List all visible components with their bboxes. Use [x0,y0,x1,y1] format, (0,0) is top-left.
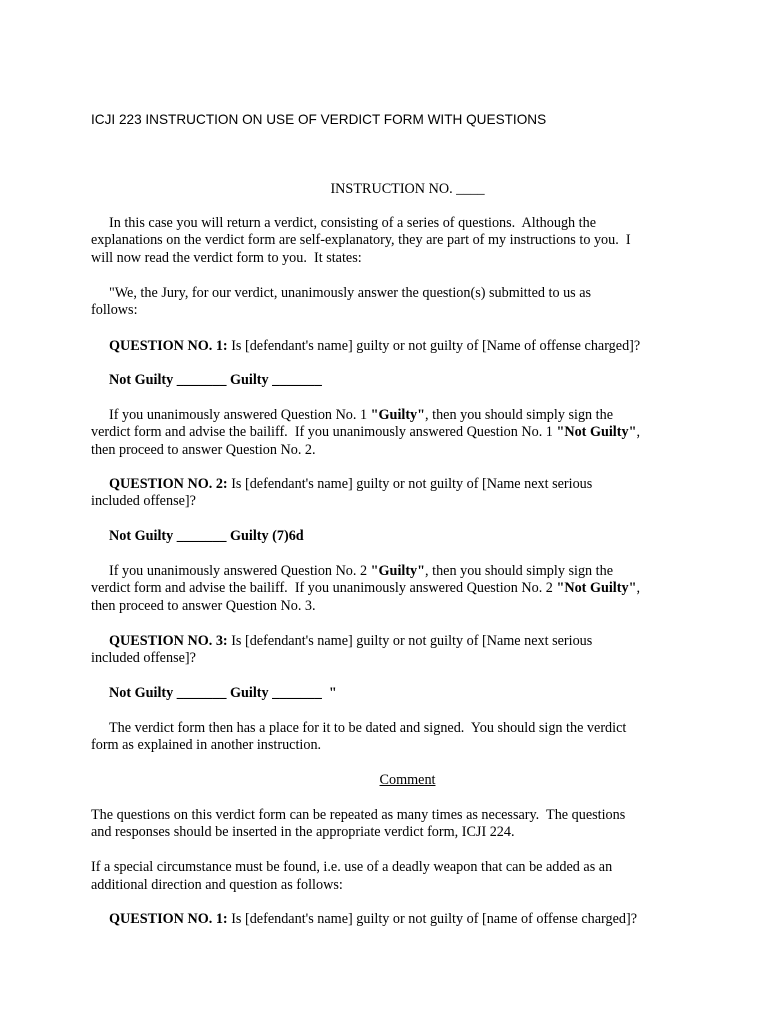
if-2-text-a: If you unanimously answered Question No. 2 [109,563,371,579]
question-extra-text: Is [defendant's name] guilty or not guilty of [name of offense charged]? [227,911,638,927]
closing-line-1: The verdict form then has a place for it to be dated and signed. You should sign the verdict [109,720,627,736]
answer-1-guilty: Guilty _______ [230,372,322,388]
if-2-line-2 [91,580,640,597]
comment-p2-line-2: additional direction and question as follows: [91,877,343,893]
document-heading: ICJI 223 INSTRUCTION ON USE OF VERDICT FORM WITH QUESTIONS [91,112,547,127]
question-2-label: QUESTION NO. 2: [109,476,228,492]
comment-p1-line-1: The questions on this verdict form can be repeated as many times as necessary. The questions [91,807,626,823]
question-3-label: QUESTION NO. 3: [109,633,228,649]
if-1-text-2a: verdict form and advise the bailiff. If you unanimously answered Question No. 1 [91,424,557,440]
answer-1 [109,372,322,389]
question-1-label: QUESTION NO. 1: [109,338,228,354]
question-2 [109,476,592,493]
if-1-text-c: , then you should simply sign the [425,407,614,423]
jury-statement-line-1: "We, the Jury, for our verdict, unanimously answer the question(s) submitted to us as [109,285,592,301]
if-1-guilty: "Guilty" [370,407,426,423]
answer-2-not-guilty: Not Guilty _______ [109,528,227,544]
if-1-line-2 [91,424,640,441]
if-2-text-c: , then you should simply sign the [425,563,614,579]
if-2-text-2c: , [636,580,640,596]
if-2-text-2a: verdict form and advise the bailiff. If you unanimously answered Question No. 2 [91,580,557,596]
if-2-guilty: "Guilty" [370,563,426,579]
if-1-line-1 [109,407,613,424]
instruction-number: INSTRUCTION NO. ____ [330,181,485,197]
answer-3-not-guilty: Not Guilty _______ [109,685,227,701]
intro-line-3: will now read the verdict form to you. It states: [91,250,362,266]
if-1-not-guilty: "Not Guilty" [556,424,637,440]
answer-2-guilty: Guilty (7)6d [230,528,304,544]
question-3-text: Is [defendant's name] guilty or not guilty of [Name next serious [227,633,593,649]
answer-3-guilty: Guilty _______ " [230,685,337,701]
closing-line-2: form as explained in another instruction. [91,737,322,753]
comment-p1-line-2: and responses should be inserted in the appropriate verdict form, ICJI 224. [91,824,515,840]
if-2-line-1 [109,563,613,580]
comment-p2-line-1: If a special circumstance must be found, i.e. use of a deadly weapon that can be added as an [91,859,613,875]
if-2-line-3: then proceed to answer Question No. 3. [91,598,316,614]
answer-2 [109,528,304,545]
intro-line-2: explanations on the verdict form are self-explanatory, they are part of my instructions to you. I [91,232,631,248]
if-1-line-3: then proceed to answer Question No. 2. [91,442,316,458]
question-2-text: Is [defendant's name] guilty or not guilty of [Name next serious [227,476,593,492]
jury-statement-line-2: follows: [91,302,138,318]
comment-heading: Comment [379,772,436,788]
answer-1-not-guilty: Not Guilty _______ [109,372,227,388]
question-3-cont: included offense]? [91,650,196,666]
if-2-not-guilty: "Not Guilty" [556,580,637,596]
intro-line-1: In this case you will return a verdict, consisting of a series of questions. Although the [109,215,597,231]
answer-3 [109,685,337,702]
if-1-text-a: If you unanimously answered Question No. 1 [109,407,371,423]
question-2-cont: included offense]? [91,493,196,509]
question-extra [109,911,637,928]
question-extra-label: QUESTION NO. 1: [109,911,228,927]
question-1 [109,338,640,355]
question-1-text: Is [defendant's name] guilty or not guilty of [Name of offense charged]? [227,338,641,354]
if-1-text-2c: , [636,424,640,440]
question-3 [109,633,592,650]
